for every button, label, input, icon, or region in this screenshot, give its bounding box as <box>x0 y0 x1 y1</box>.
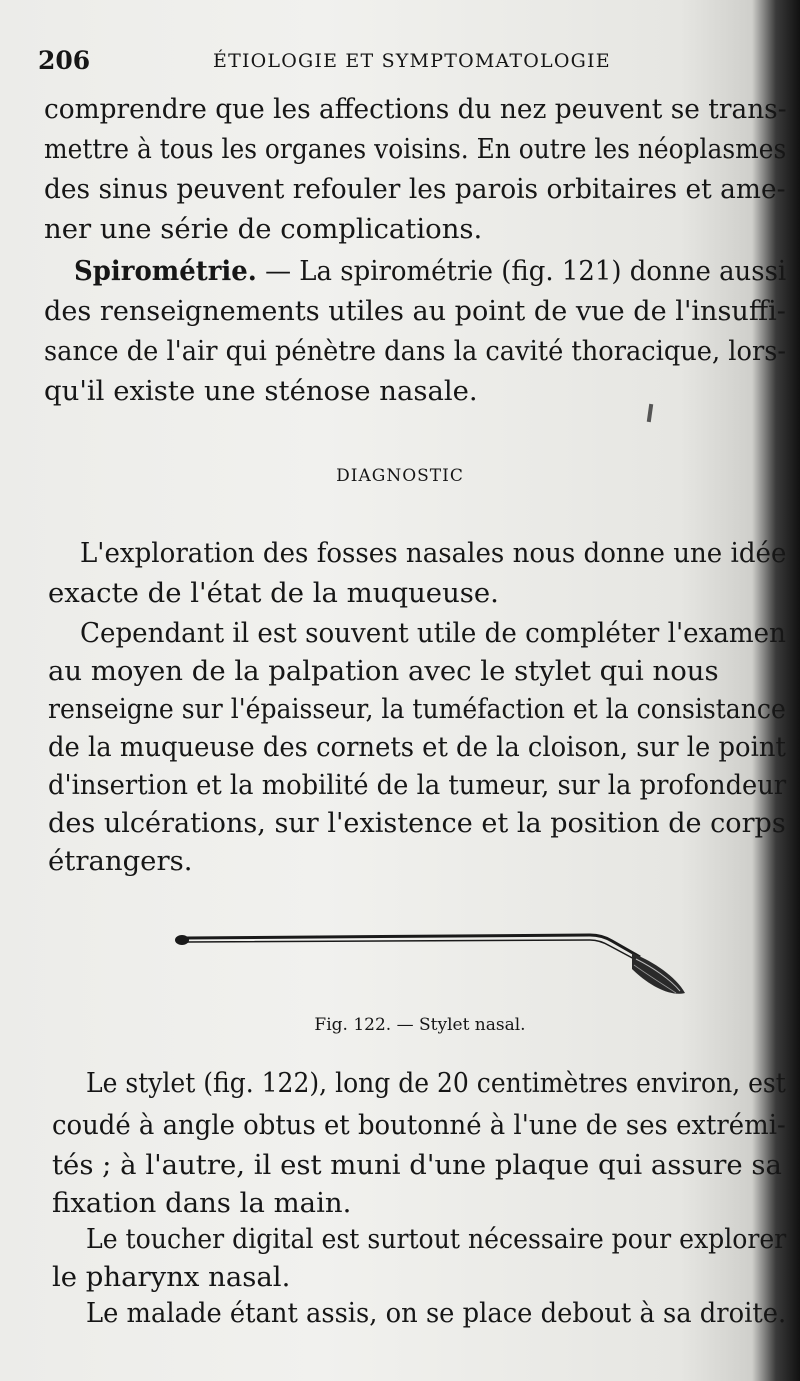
text-line: d'insertion et la mobilité de la tumeur, sur la profondeur <box>48 769 787 801</box>
figure-caption: Fig. 122. — Stylet nasal. <box>314 1015 526 1035</box>
text-line: tés ; à l'autre, il est muni d'une plaque qui assure sa <box>52 1149 782 1181</box>
stylet-illustration <box>170 925 700 1005</box>
text-line: au moyen de la palpation avec le stylet qui nous <box>48 655 719 687</box>
text-line: Le stylet (fig. 122), long de 20 centimètres environ, est <box>86 1067 786 1099</box>
running-header <box>38 42 760 82</box>
page-number: 206 <box>38 46 91 75</box>
text-line: étrangers. <box>48 845 193 877</box>
nasal-stylet-figure <box>170 925 700 1005</box>
section-title: DIAGNOSTIC <box>336 466 464 486</box>
text-line: exacte de l'état de la muqueuse. <box>48 577 499 609</box>
text-line: des sinus peuvent refouler les parois orbitaires et ame- <box>44 173 786 205</box>
text-line: sance de l'air qui pénètre dans la cavité thoracique, lors- <box>44 335 787 367</box>
text-line: qu'il existe une sténose nasale. <box>44 375 478 407</box>
text-line: Le toucher digital est surtout nécessaire pour explorer <box>86 1223 787 1255</box>
text-line: renseigne sur l'épaisseur, la tuméfaction et la consistance <box>48 693 786 725</box>
print-mark <box>647 404 653 422</box>
text-line: des ulcérations, sur l'existence et la position de corps <box>48 807 786 839</box>
text-line: le pharynx nasal. <box>52 1261 291 1293</box>
running-title: ÉTIOLOGIE ET SYMPTOMATOLOGIE <box>213 50 611 72</box>
text-line: des renseignements utiles au point de vue de l'insuffi- <box>44 295 786 327</box>
spirometrie-heading: Spirométrie. <box>74 255 257 287</box>
text-line: coudé à angle obtus et boutonné à l'une de ses extrémi- <box>52 1109 786 1141</box>
text-line: ner une série de complications. <box>44 213 483 245</box>
text-line: comprendre que les affections du nez peuvent se trans- <box>44 93 787 125</box>
text-line: L'exploration des fosses nasales nous donne une idée <box>80 537 787 569</box>
text-line: Cependant il est souvent utile de compléter l'examen <box>80 617 786 649</box>
text-line: fixation dans la main. <box>52 1187 352 1219</box>
text-line: de la muqueuse des cornets et de la cloison, sur le point <box>48 731 786 763</box>
text-line: Le malade étant assis, on se place debout à sa droite. <box>86 1297 787 1329</box>
spirometrie-line-rest: — La spirométrie (fig. 121) donne aussi <box>256 255 787 287</box>
spirometrie-first-line <box>74 255 787 287</box>
text-line: mettre à tous les organes voisins. En outre les néoplasmes <box>44 133 787 165</box>
